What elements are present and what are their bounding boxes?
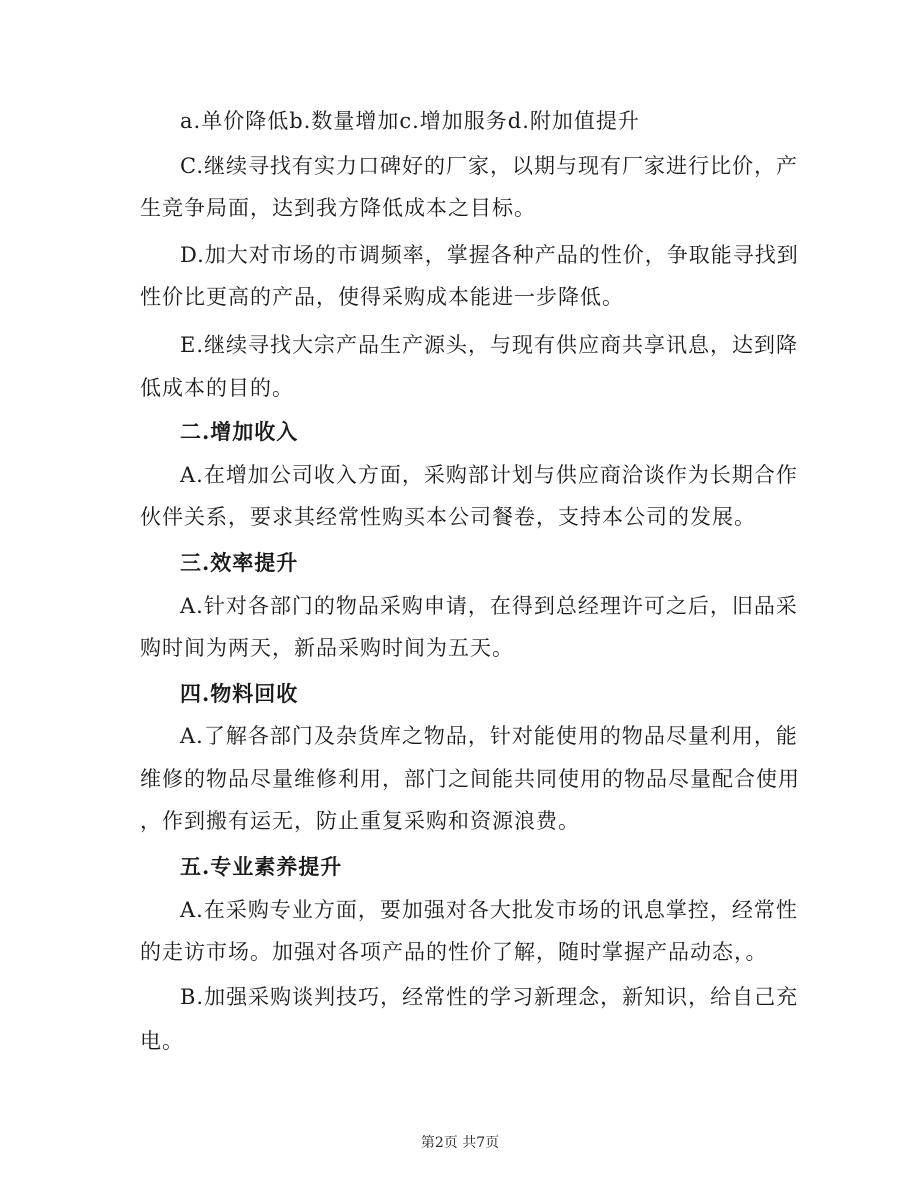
paragraph-line: D.加大对市场的市调频率，掌握各种产品的性价，争取能寻找到 [180,243,799,267]
paragraph-line: E.继续寻找大宗产品生产源头，与现有供应商共享讯息，达到降 [180,333,799,357]
section-heading: 四.物料回收 [180,681,299,706]
paragraph-line: A.在采购专业方面，要加强对各大批发市场的讯息掌控，经常性 [180,898,798,922]
paragraph-line: 购时间为两天，新品采购时间为五天。 [140,636,514,660]
paragraph-line: C.继续寻找有实力口碑好的厂家，以期与现有厂家进行比价，产 [180,154,798,178]
paragraph-line: B.加强采购谈判技巧，经常性的学习新理念，新知识，给自己充 [180,985,799,1009]
section-heading: 五.专业素养提升 [180,854,343,879]
paragraph-line: A.在增加公司收入方面，采购部计划与供应商洽谈作为长期合作 [180,463,798,487]
page-number-footer: 第2页 共7页 [420,1135,500,1151]
paragraph-line: 伙伴关系，要求其经常性购买本公司餐卷，支持本公司的发展。 [140,505,756,529]
section-heading: 三.效率提升 [180,550,299,575]
paragraph-line: A.了解各部门及杂货库之物品，针对能使用的物品尽量利用，能 [180,724,798,748]
paragraph-line: a.单价降低b.数量增加c.增加服务d.附加值提升 [180,109,640,133]
paragraph-line: 的走访市场。加强对各项产品的性价了解，随时掌握产品动态，。 [140,940,768,964]
paragraph-line: 低成本的目的。 [140,376,294,400]
paragraph-line: 维修的物品尽量维修利用，部门之间能共同使用的物品尽量配合使用 [140,767,800,791]
paragraph-line: ，作到搬有运无，防止重复采购和资源浪费。 [140,809,580,833]
paragraph-line: 生竞争局面，达到我方降低成本之目标。 [140,196,536,220]
paragraph-line: A.针对各部门的物品采购申请，在得到总经理许可之后，旧品采 [180,594,798,618]
paragraph-line: 电。 [140,1029,184,1053]
section-heading: 二.增加收入 [180,419,299,444]
paragraph-line: 性价比更高的产品，使得采购成本能进一步降低。 [140,285,624,309]
